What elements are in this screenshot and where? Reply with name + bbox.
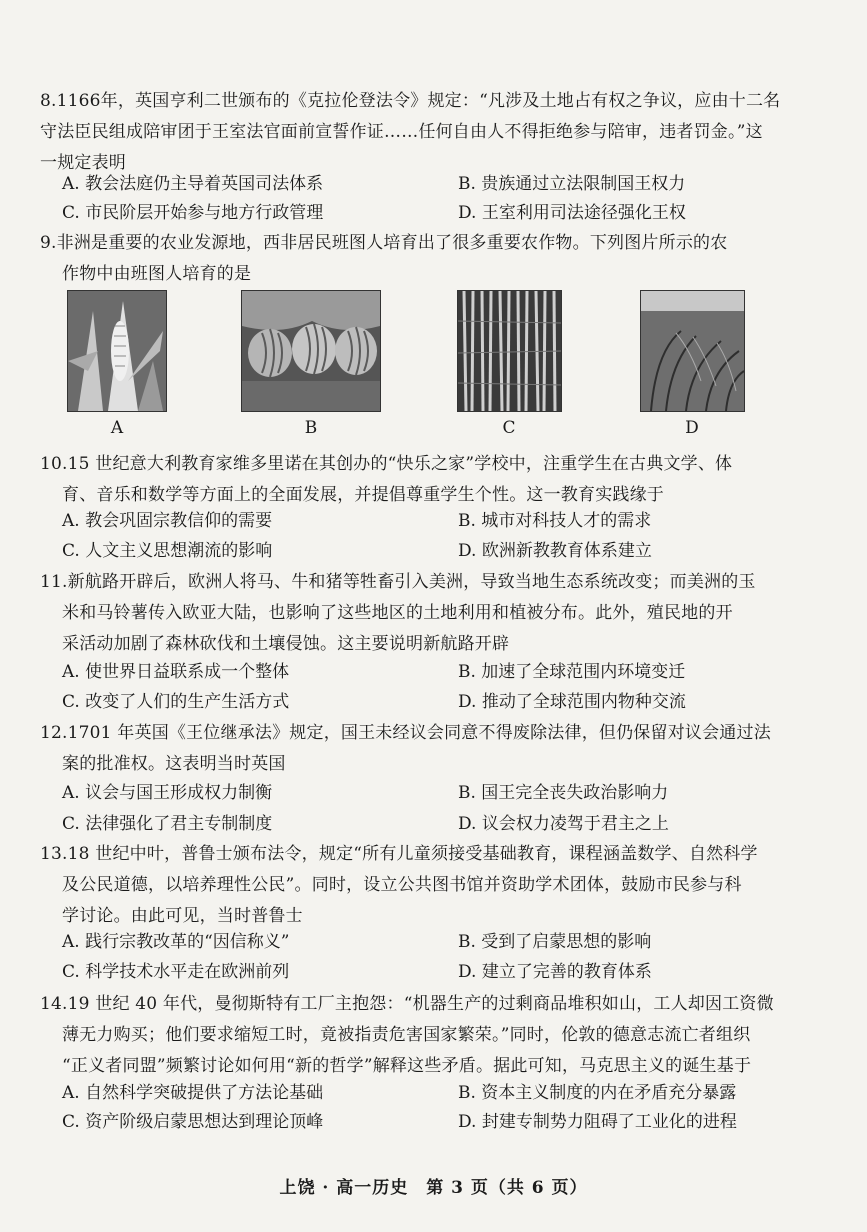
option-a: A. 践行宗教改革的“因信称义” [62, 932, 290, 952]
option-c: C. 法律强化了君主专制制度 [62, 814, 273, 834]
option-c: C. 市民阶层开始参与地方行政管理 [62, 203, 324, 223]
option-a: A. 教会法庭仍主导着英国司法体系 [62, 174, 324, 194]
watermelon-photo [241, 290, 381, 412]
question-8-stem [40, 86, 815, 179]
option-d: D. 封建专制势力阻碍了工业化的进程 [458, 1112, 737, 1132]
option-d: D. 推动了全球范围内物种交流 [458, 692, 686, 712]
question-text-line: 及公民道德，以培养理性公民”。同时，设立公共图书馆并资助学术团体，鼓励市民参与科 [62, 875, 742, 895]
option-c: C. 资产阶级启蒙思想达到理论顶峰 [62, 1112, 324, 1132]
question-text-line: “正义者同盟”频繁讨论如何用“新的哲学”解释这些矛盾。据此可知，马克思主义的诞生基于 [62, 1056, 752, 1076]
option-a: A. 教会巩固宗教信仰的需要 [62, 511, 273, 531]
option-c: C. 科学技术水平走在欧洲前列 [62, 962, 290, 982]
option-d: D. 建立了完善的教育体系 [458, 962, 652, 982]
question-11-stem [40, 567, 815, 660]
question-text-line: 14.19 世纪 40 年代，曼彻斯特有工厂主抱怨：“机器生产的过剩商品堆积如山，工人却因工资微 [40, 994, 774, 1014]
question-text-line: 12.1701 年英国《王位继承法》规定，国王未经议会同意不得废除法律，但仍保留对议会通过法 [40, 723, 771, 743]
question-10-stem [40, 449, 815, 511]
page-footer: 上饶 · 高一历史 第 3 页（共 6 页） [279, 1178, 588, 1198]
option-d: D. 欧洲新教教育体系建立 [458, 541, 652, 561]
option-c: C. 改变了人们的生产生活方式 [62, 692, 290, 712]
question-text-line: 守法臣民组成陪审团于王室法官面前宣誓作证……任何自由人不得拒绝参与陪审，违者罚金。”这 [40, 122, 763, 142]
question-text-line: 9.非洲是重要的农业发源地，西非居民班图人培育出了很多重要农作物。下列图片所示的农 [40, 233, 728, 253]
question-12-stem [40, 718, 815, 780]
option-a: A. 使世界日益联系成一个整体 [62, 662, 290, 682]
question-text-line: 薄无力购买；他们要求缩短工时，竟被指责危害国家繁荣。”同时，伦敦的德意志流亡者组织 [62, 1025, 751, 1045]
sugarcane-photo [457, 290, 562, 412]
question-text-line: 学讨论。由此可见，当时普鲁士 [62, 906, 303, 926]
option-b: B. 贵族通过立法限制国王权力 [458, 174, 686, 194]
question-text-line: 一规定表明 [40, 153, 126, 173]
image-label-c: C [502, 418, 516, 438]
option-a: A. 自然科学突破提供了方法论基础 [62, 1083, 324, 1103]
option-b: B. 资本主义制度的内在矛盾充分暴露 [458, 1083, 737, 1103]
option-a: A. 议会与国王形成权力制衡 [62, 783, 273, 803]
image-label-b: B [304, 418, 318, 438]
crop-images-row [0, 290, 867, 440]
question-text-line: 8.1166年，英国亨利二世颁布的《克拉伦登法令》规定：“凡涉及土地占有权之争议，应由十二名 [40, 91, 781, 111]
question-text-line: 案的批准权。这表明当时英国 [62, 754, 286, 774]
question-text-line: 作物中由班图人培育的是 [62, 264, 252, 284]
corn-photo [67, 290, 167, 412]
question-text-line: 10.15 世纪意大利教育家维多里诺在其创办的“快乐之家”学校中，注重学生在古典文学、体 [40, 454, 733, 474]
image-label-a: A [110, 418, 124, 438]
option-b: B. 受到了启蒙思想的影响 [458, 932, 652, 952]
question-text-line: 13.18 世纪中叶，普鲁士颁布法令，规定“所有儿童须接受基础教育，课程涵盖数学、自然科学 [40, 844, 758, 864]
question-text-line: 育、音乐和数学等方面上的全面发展，并提倡尊重学生个性。这一教育实践缘于 [62, 485, 664, 505]
question-13-stem [40, 839, 815, 932]
option-b: B. 城市对科技人才的需求 [458, 511, 652, 531]
rice-photo [640, 290, 745, 412]
question-14-stem [40, 989, 815, 1082]
image-label-d: D [685, 418, 699, 438]
option-d: D. 王室利用司法途径强化王权 [458, 203, 686, 223]
question-text-line: 采活动加剧了森林砍伐和土壤侵蚀。这主要说明新航路开辟 [62, 634, 510, 654]
option-b: B. 国王完全丧失政治影响力 [458, 783, 669, 803]
option-c: C. 人文主义思想潮流的影响 [62, 541, 273, 561]
question-text-line: 11.新航路开辟后，欧洲人将马、牛和猪等牲畜引入美洲，导致当地生态系统改变；而美洲的玉 [40, 572, 756, 592]
option-b: B. 加速了全球范围内环境变迁 [458, 662, 686, 682]
question-9-stem [40, 228, 815, 290]
option-d: D. 议会权力凌驾于君主之上 [458, 814, 669, 834]
question-text-line: 米和马铃薯传入欧亚大陆，也影响了这些地区的土地利用和植被分布。此外，殖民地的开 [62, 603, 733, 623]
